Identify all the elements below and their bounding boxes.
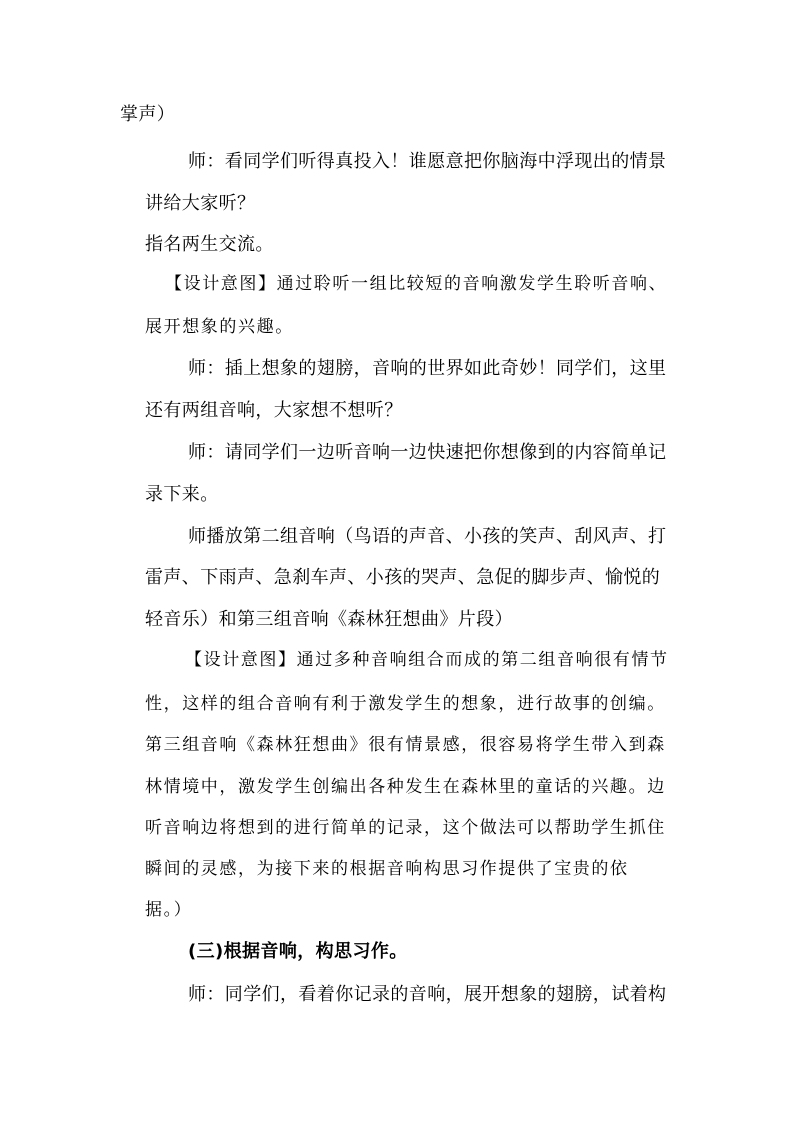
text-line: 师：同学们，看着你记录的音响，展开想象的翅膀，试着构 xyxy=(188,984,667,1005)
text-line: 讲给大家听？ xyxy=(145,193,256,214)
text-line: 掌声） xyxy=(120,104,176,125)
design-intent-line: 瞬间的灵感，为接下来的根据音响构思习作提供了宝贵的依 xyxy=(145,859,629,879)
text-line: 师：看同学们听得真投入！谁愿意把你脑海中浮现出的情景 xyxy=(188,151,667,172)
text-line: 还有两组音响，大家想不想听？ xyxy=(145,400,403,421)
text-line: 指名两生交流。 xyxy=(145,234,274,255)
text-line: 轻音乐）和第三组音响《森林狂想曲》片段） xyxy=(145,609,513,630)
design-intent-line: 性，这样的组合音响有利于激发学生的想象，进行故事的创编。 xyxy=(145,694,666,714)
design-intent-line: 【设计意图】通过多种音响组合而成的第二组音响很有情节 xyxy=(185,650,669,670)
design-intent-line: 林情境中，激发学生创编出各种发生在森林里的童话的兴趣。边 xyxy=(145,777,666,797)
design-intent-line: 第三组音响《森林狂想曲》很有情景感，很容易将学生带入到森 xyxy=(145,735,666,755)
design-intent-line: 【设计意图】通过聆听一组比较短的音响激发学生聆听音响、 xyxy=(165,274,668,294)
text-line: 录下来。 xyxy=(145,484,219,505)
section-heading: (三)根据音响，构思习作。 xyxy=(188,941,408,962)
design-intent-line: 据。） xyxy=(145,900,193,920)
text-line: 雷声、下雨声、急刹车声、小孩的哭声、急促的脚步声、愉悦的 xyxy=(145,567,661,588)
design-intent-line: 听音响边将想到的进行简单的记录，这个做法可以帮助学生抓住 xyxy=(145,818,666,838)
text-line: 师：请同学们一边听音响一边快速把你想像到的内容简单记 xyxy=(188,442,667,463)
design-intent-line: 展开想象的兴趣。 xyxy=(145,317,294,337)
text-line: 师：插上想象的翅膀，音响的世界如此奇妙！同学们，这里 xyxy=(188,358,667,379)
text-line: 师播放第二组音响（鸟语的声音、小孩的笑声、刮风声、打 xyxy=(188,526,667,547)
